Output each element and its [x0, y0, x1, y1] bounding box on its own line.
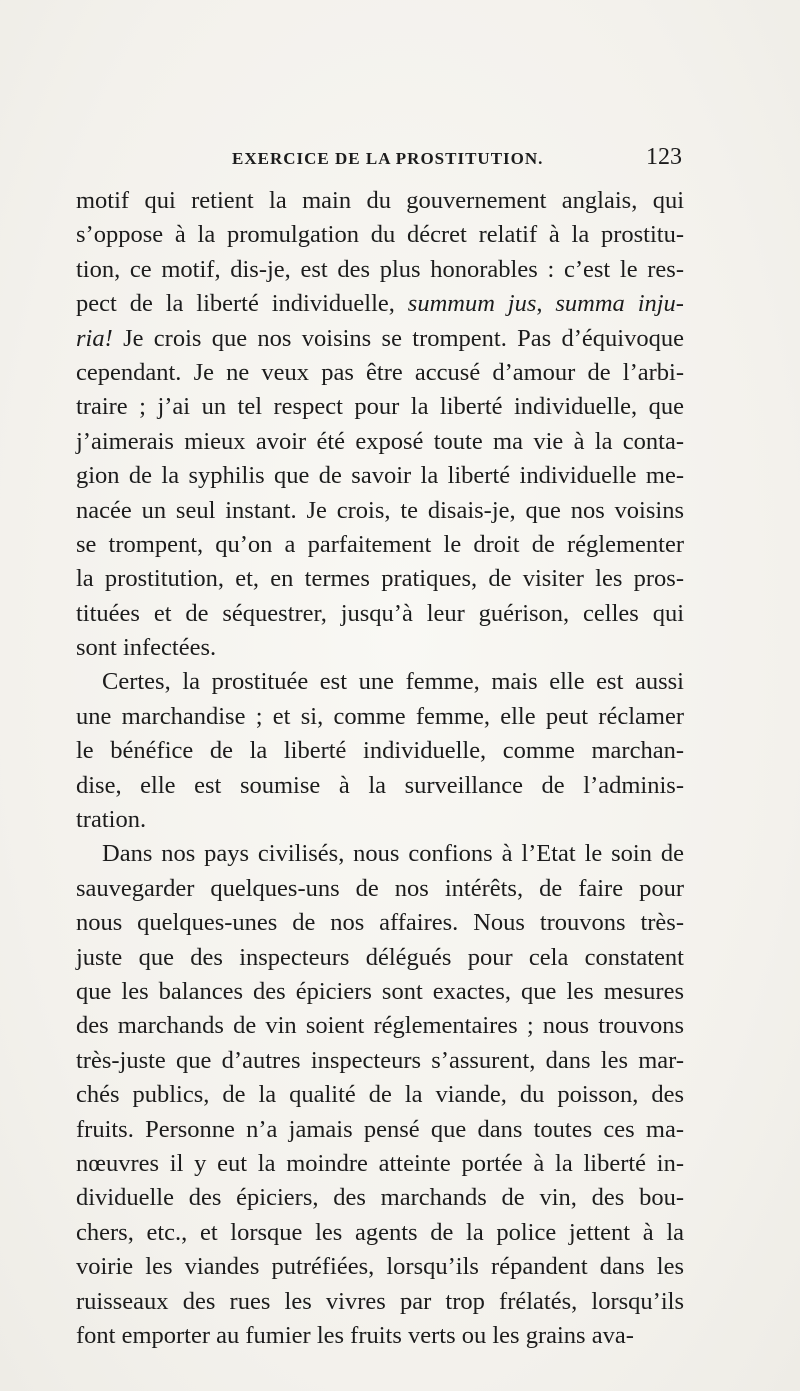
paragraph	[76, 184, 684, 665]
text-line: Dans nos pays civilisés, nous confions à l’Etat le soin de	[102, 840, 684, 868]
text-line: très-juste que d’autres inspecteurs s’assurent, dans les mar-	[76, 1046, 684, 1074]
text-line: motif qui retient la main du gouvernement anglais, qui	[76, 187, 684, 214]
text-line: chers, etc., et lorsque les agents de la police jettent à la	[76, 1218, 684, 1246]
text-line: nous quelques-unes de nos affaires. Nous trouvons très-	[76, 909, 684, 937]
paragraph	[76, 665, 684, 837]
text-line: que les balances des épiciers sont exactes, que les mesures	[76, 977, 684, 1005]
text-line: dise, elle est soumise à la surveillance de l’adminis-	[76, 771, 684, 799]
paragraph	[76, 837, 684, 1353]
page-number: 123	[646, 144, 682, 170]
text-line: voirie les viandes putréfiées, lorsqu’ils répandent dans les	[76, 1253, 684, 1281]
text-line: tration.	[76, 806, 147, 834]
text-line: tion, ce motif, dis-je, est des plus honorables : c’est le res-	[76, 255, 684, 283]
text-line: ria! Je crois que nos voisins se trompent. Pas d’équivoque	[76, 324, 684, 352]
text-line: dividuelle des épiciers, des marchands de vin, des bou-	[76, 1184, 684, 1212]
text-line: juste que des inspecteurs délégués pour cela constatent	[76, 943, 684, 971]
text-line: nœuvres il y eut la moindre atteinte portée à la liberté in-	[76, 1149, 684, 1177]
text-line: sauvegarder quelques-uns de nos intérêts, de faire pour	[76, 874, 684, 902]
text-line: la prostitution, et, en termes pratiques, de visiter les pros-	[76, 565, 684, 593]
text-line: des marchands de vin soient réglementaires ; nous trouvons	[76, 1012, 684, 1040]
text-line: une marchandise ; et si, comme femme, elle peut réclamer	[76, 702, 684, 730]
text-line: nacée un seul instant. Je crois, te disais-je, que nos voisins	[76, 496, 684, 524]
page-header	[232, 144, 682, 174]
text-line: sont infectées.	[76, 634, 217, 662]
text-line: le bénéfice de la liberté individuelle, comme marchan-	[76, 737, 684, 765]
text-line: font emporter au fumier les fruits verts ou les grains ava-	[76, 1321, 634, 1349]
text-line: tituées et de séquestrer, jusqu’à leur guérison, celles qui	[76, 599, 684, 627]
text-line: fruits. Personne n’a jamais pensé que dans toutes ces ma-	[76, 1115, 684, 1143]
text-line: chés publics, de la qualité de la viande, du poisson, des	[76, 1081, 684, 1109]
text-line: ruisseaux des rues les vivres par trop frélatés, lorsqu’ils	[76, 1287, 684, 1315]
text-line: Certes, la prostituée est une femme, mais elle est aussi	[102, 668, 684, 696]
text-line: gion de la syphilis que de savoir la liberté individuelle me-	[76, 462, 684, 490]
text-line: se trompent, qu’on a parfaitement le droit de réglementer	[76, 530, 684, 558]
text-line: traire ; j’ai un tel respect pour la liberté individuelle, que	[76, 393, 684, 421]
body-text	[76, 184, 684, 1353]
text-line: j’aimerais mieux avoir été exposé toute ma vie à la conta-	[76, 427, 684, 455]
text-line: pect de la liberté individuelle, summum jus, summa inju-	[76, 290, 684, 318]
running-title: EXERCICE DE LA PROSTITUTION.	[232, 149, 544, 168]
text-line: s’oppose à la promulgation du décret relatif à la prostitu-	[76, 221, 684, 249]
text-line: cependant. Je ne veux pas être accusé d’amour de l’arbi-	[76, 358, 684, 386]
